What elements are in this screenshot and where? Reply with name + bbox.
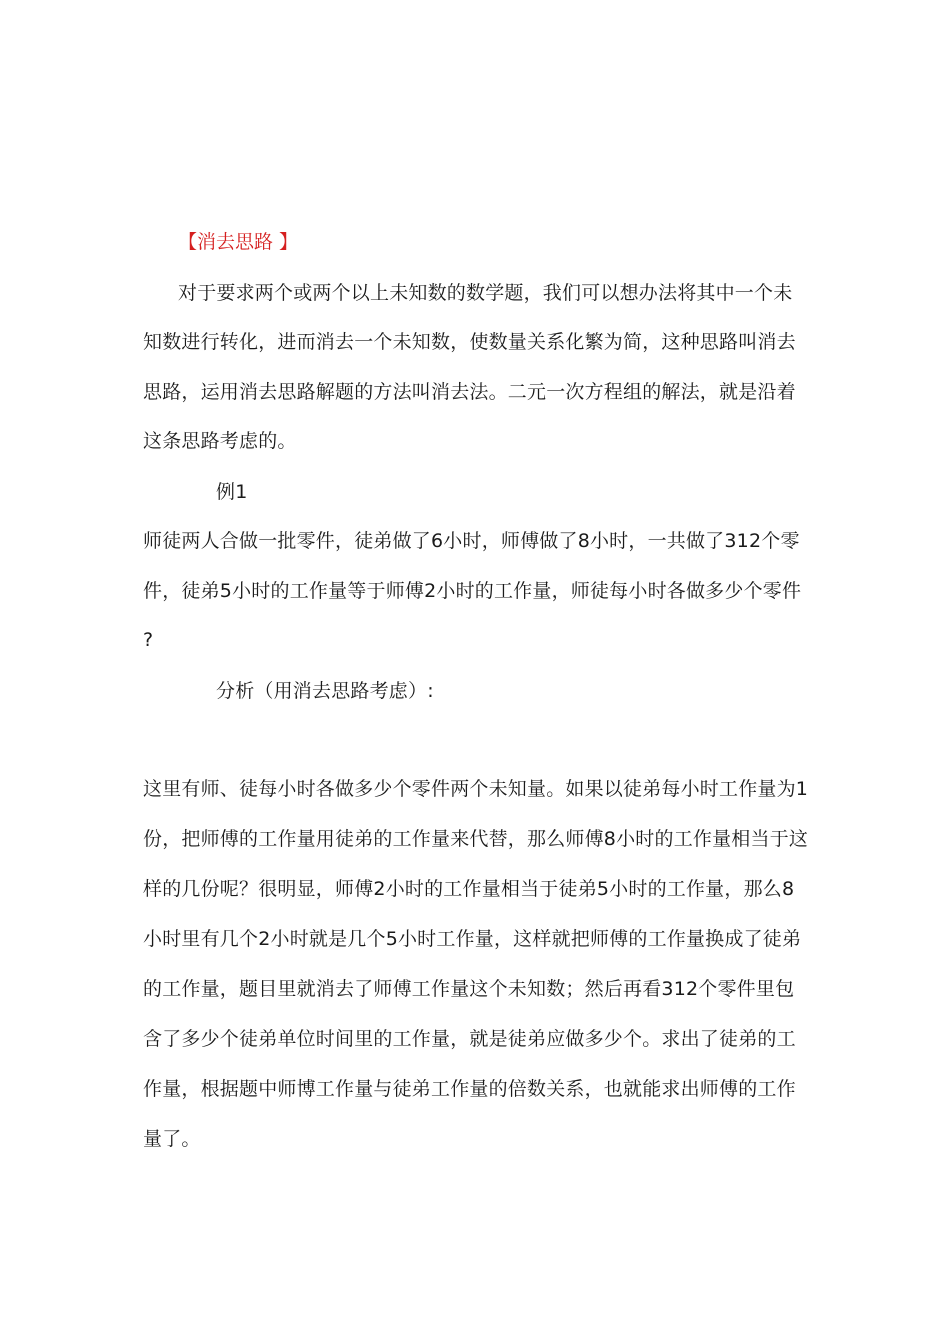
analysis-line: 这里有师、徒每小时各做多少个零件两个未知量。如果以徒弟每小时工作量为1 [143, 778, 809, 800]
section-heading: 【消去思路 】 [178, 231, 299, 253]
problem-line: ? [143, 629, 154, 651]
analysis-line: 的工作量，题目里就消去了师傅工作量这个未知数；然后再看312个零件里包 [143, 978, 795, 1000]
intro-line: 知数进行转化，进而消去一个未知数，使数量关系化繁为简，这种思路叫消去 [143, 331, 796, 353]
analysis-line: 样的几份呢？很明显，师傅2小时的工作量相当于徒弟5小时的工作量，那么8 [143, 878, 795, 900]
analysis-line: 作量，根据题中师博工作量与徒弟工作量的倍数关系，也就能求出师傅的工作 [143, 1078, 796, 1100]
analysis-line: 份，把师傅的工作量用徒弟的工作量来代替，那么师傅8小时的工作量相当于这 [143, 828, 809, 850]
example-label: 例1 [216, 481, 248, 503]
analysis-line: 含了多少个徒弟单位时间里的工作量，就是徒弟应做多少个。求出了徒弟的工 [143, 1028, 796, 1050]
problem-line: 件，徒弟5小时的工作量等于师傅2小时的工作量，师徒每小时各做多少个零件 [143, 580, 802, 602]
analysis-line: 小时里有几个2小时就是几个5小时工作量，这样就把师傅的工作量换成了徒弟 [143, 928, 802, 950]
analysis-label: 分析（用消去思路考虑）: [216, 680, 434, 702]
intro-line: 思路，运用消去思路解题的方法叫消去法。二元一次方程组的解法，就是沿着 [143, 381, 796, 403]
problem-line: 师徒两人合做一批零件，徒弟做了6小时，师傅做了8小时，一共做了312个零 [143, 530, 800, 552]
analysis-line: 量了。 [143, 1128, 201, 1150]
intro-line: 对于要求两个或两个以上未知数的数学题，我们可以想办法将其中一个未 [178, 282, 793, 304]
intro-line: 这条思路考虑的。 [143, 430, 297, 452]
